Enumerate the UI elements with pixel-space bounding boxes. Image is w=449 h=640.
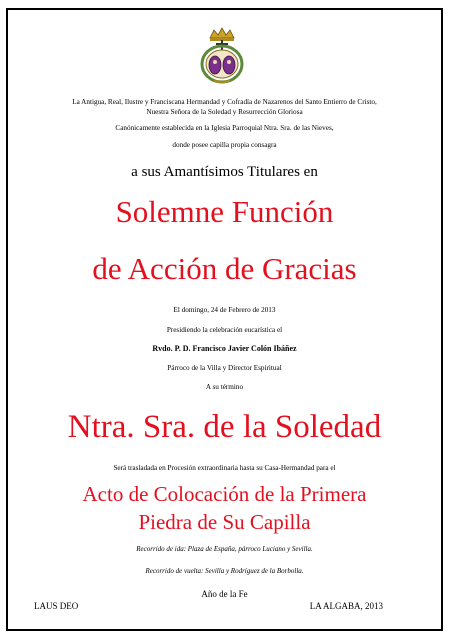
image-name-heading: Ntra. Sra. de la Soledad [67, 409, 382, 445]
priest-role: Párroco de la Villa y Director Espiritual [167, 364, 282, 372]
route-vuelta: Recorrido de vuelta: Sevilla y Rodríguez de la Borbolla. [145, 567, 304, 575]
footer-left: LAUS DEO [34, 601, 79, 611]
presiding-intro: Presidiendo la celebración eucarística el [166, 326, 283, 334]
event-date: El domingo, 24 de Febrero de 2013 [173, 306, 276, 314]
canonical-seat-line: Canónicamente establecida en la Iglesia Parroquial Ntra. Sra. de las Nieves, [115, 124, 334, 132]
brotherhood-crest-icon [192, 26, 252, 86]
procession-text: Será trasladada en Procesión extraordinaria hasta su Casa-Hermandad para el [113, 464, 336, 472]
year-of-faith: Año de la Fe [201, 589, 248, 599]
route-ida: Recorrido de ida: Plaza de España, párroco Luciano y Sevilla. [136, 545, 313, 553]
brotherhood-name-line1: La Antigua, Real, Ilustre y Franciscana Hermandad y Cofradía de Nazarenos del Santo Entierro de Cristo, [72, 98, 377, 106]
footer-right: LA ALGABA, 2013 [309, 601, 383, 611]
act-line1: Acto de Colocación de la Primera [82, 482, 367, 506]
title-line2: de Acción de Gracias [92, 251, 357, 286]
title-line1: Solemne Función [115, 194, 334, 229]
brotherhood-name-line2: Nuestra Señora de la Soledad y Resurrección Gloriosa [146, 108, 303, 116]
act-line2: Piedra de Su Capilla [138, 510, 311, 534]
dedication-line: a sus Amantísimos Titulares en [131, 164, 318, 180]
chapel-line: donde posee capilla propia consagra [172, 141, 277, 149]
after-text: A su término [205, 383, 244, 391]
priest-name: Rvdo. P. D. Francisco Javier Colón Ibáñez [152, 344, 297, 353]
